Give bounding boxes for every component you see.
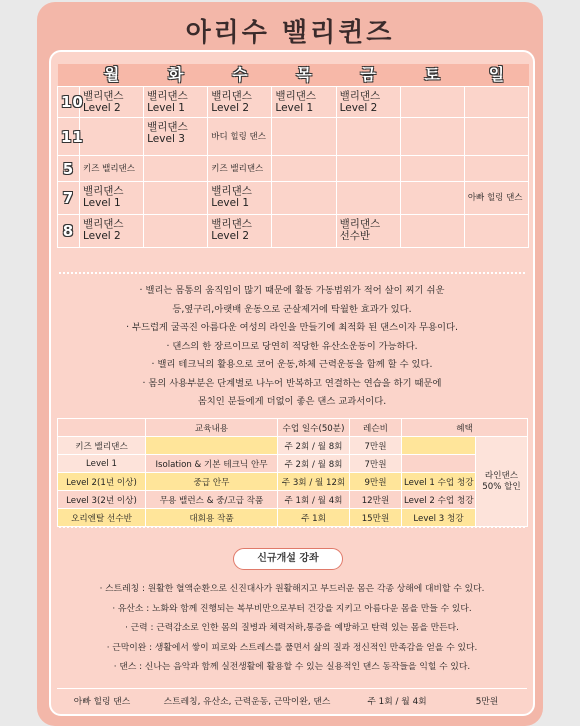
description-line: 등,옆구리,아랫배 운동으로 군살제거에 탁월한 효과가 있다.	[172, 303, 412, 315]
description-block	[59, 282, 525, 412]
class-level: Level 1	[275, 102, 314, 114]
new-course-line: · 유산소 : 노화와 함께 진행되는 복부비만으로부터 건강을 지키고 아름다운 몸을 만들 수 있다.	[112, 603, 472, 614]
class-name: 밸리댄스	[211, 218, 252, 230]
class-name: 밸리댄스	[83, 185, 124, 197]
course-name: Level 1	[58, 455, 146, 473]
course-benefit	[402, 455, 476, 473]
class-level: Level 3	[147, 133, 185, 145]
schedule-cell	[336, 118, 400, 156]
schedule-cell	[336, 215, 400, 248]
new-course-line: · 근막이완 : 생활에서 쌓이 피로와 스트레스를 풀면서 삶의 질과 정신적인 만족감을 얻을 수 있다.	[106, 642, 478, 653]
schedule-cell	[80, 215, 144, 248]
schedule-cell	[400, 118, 464, 156]
new-course-line: · 스트레칭 : 원활한 혈액순환으로 신진대사가 원활해지고 부드러운 몸은 각종 상해에 대비할 수 있다.	[99, 584, 485, 594]
schedule-cell	[80, 87, 144, 118]
schedule-cell	[272, 182, 336, 215]
day-fri: 금	[336, 64, 400, 87]
day-thu: 목	[272, 64, 336, 87]
price-row	[58, 455, 528, 473]
schedule-cell	[464, 118, 528, 156]
day-mon: 월	[80, 64, 144, 87]
class-name: 밸리댄스	[147, 90, 188, 102]
new-course-badge: 신규개설 강좌	[233, 548, 343, 570]
course-content	[146, 437, 278, 455]
course-days: 주 2회 / 월 8회	[278, 437, 350, 455]
course-content: Isolation & 기본 테크닉 안무	[146, 455, 278, 473]
day-sat: 토	[400, 64, 464, 87]
day-sun: 일	[464, 64, 528, 87]
class-name: 밸리댄스	[83, 90, 124, 102]
schedule-table	[57, 64, 529, 248]
description-line: 몸치인 분들에게 더없이 좋은 댄스 교과서이다.	[197, 396, 387, 407]
header-cell: 교육내용	[146, 419, 278, 437]
description-line: · 밸리 테크닉의 활용으로 코어 운동,하체 근력운동을 함께 할 수 있다.	[151, 359, 433, 370]
course-content: 대회용 작품	[146, 509, 278, 527]
price-row	[58, 509, 528, 527]
dotted-divider	[59, 272, 525, 274]
new-course-line: · 근력 : 근력감소로 인한 몸의 질병과 체력저하,통증을 예방하고 탄력 있는 몸을 만든다.	[125, 623, 459, 634]
course-name: Level 2(1년 이상)	[58, 473, 146, 491]
schedule-cell	[144, 118, 208, 156]
class-level: Level 1	[147, 102, 185, 114]
course-benefit: Level 3 청강	[402, 509, 476, 527]
class-level: Level 1	[211, 197, 250, 209]
day-tue: 화	[144, 64, 208, 87]
schedule-cell	[464, 87, 528, 118]
schedule-row-11	[58, 118, 529, 156]
schedule-cell	[400, 87, 464, 118]
class-level: Level 2	[211, 230, 250, 242]
course-benefit: Level 1 수업 청강	[402, 473, 476, 491]
header-cell: 혜택	[402, 419, 528, 437]
schedule-cell	[464, 182, 528, 215]
hour-label: 7	[58, 182, 80, 215]
corner-cell	[58, 64, 80, 87]
class-name: 밸리댄스	[147, 121, 188, 133]
price-header-row	[58, 419, 528, 437]
course-benefit	[402, 437, 476, 455]
page-title: 아리수 밸리퀸즈	[185, 18, 395, 48]
content-card	[49, 50, 535, 716]
course-name: 키즈 밸리댄스	[58, 437, 146, 455]
schedule-row-8	[58, 215, 529, 248]
hour-label: 5	[58, 156, 80, 182]
price-row	[58, 473, 528, 491]
course-benefit: Level 2 수업 청강	[402, 491, 476, 509]
schedule-cell	[80, 182, 144, 215]
schedule-row-7	[58, 182, 529, 215]
hour-label: 11	[58, 118, 80, 156]
class-level: Level 2	[211, 102, 250, 114]
schedule-row-10	[58, 87, 529, 118]
course-days: 주 3회 / 월 12회	[278, 473, 350, 491]
class-name: 밸리댄스	[83, 218, 124, 230]
course-days: 주 1회	[278, 509, 350, 527]
schedule-cell	[144, 182, 208, 215]
class-level: Level 2	[339, 102, 378, 114]
class-name: 키즈 밸리댄스	[211, 163, 264, 174]
new-course-list	[59, 580, 525, 678]
class-level: Level 2	[83, 230, 121, 242]
schedule-cell	[464, 215, 528, 248]
price-table	[57, 418, 528, 527]
dotted-divider	[59, 526, 525, 528]
course-name: Level 3(2년 이상)	[58, 491, 146, 509]
schedule-cell	[464, 156, 528, 182]
schedule-cell	[336, 182, 400, 215]
class-name: 밸리댄스	[211, 90, 252, 102]
schedule-cell	[208, 156, 272, 182]
class-name: 아빠 힐링 댄스	[467, 193, 523, 203]
course-days: 주 2회 / 월 8회	[278, 455, 350, 473]
header-cell: 수업 일수(50분)	[278, 419, 350, 437]
schedule-cell	[336, 87, 400, 118]
flyer	[37, 2, 543, 726]
hour-label: 8	[58, 215, 80, 248]
schedule-cell	[208, 87, 272, 118]
schedule-cell	[208, 215, 272, 248]
class-name: 밸리댄스	[275, 90, 316, 102]
course-content: 무용 밸런스 & 중/고급 작품	[146, 491, 278, 509]
class-name: 밸리댄스	[339, 218, 381, 230]
schedule-cell	[80, 156, 144, 182]
price-row	[58, 491, 528, 509]
schedule-row-5	[58, 156, 529, 182]
schedule-cell	[400, 215, 464, 248]
description-line: · 몸의 사용부분은 단계별로 나누어 반복하고 연결하는 연습을 하기 때문에	[142, 377, 442, 389]
day-wed: 수	[208, 64, 272, 87]
description-line: · 댄스의 한 장르이므로 당연히 적당한 유산소운동이 가능하다.	[166, 340, 418, 352]
footer-course-name: 아빠 힐링 댄스	[73, 696, 131, 707]
price-row	[58, 437, 528, 455]
footer-course-days: 주 1회 / 월 4회	[367, 696, 427, 707]
class-name: 밸리댄스	[339, 90, 381, 102]
course-fee: 7만원	[350, 455, 402, 473]
description-line: · 밸리는 몸통의 움직임이 많기 때문에 활동 가동범위가 적어 살이 찌기 쉬운	[139, 285, 445, 296]
footer-row	[57, 688, 527, 711]
schedule-day-header	[58, 64, 529, 87]
header-cell	[58, 419, 146, 437]
schedule-cell	[272, 215, 336, 248]
course-fee: 15만원	[350, 509, 402, 527]
discount-note: 라인댄스 50% 할인	[476, 437, 528, 527]
schedule-cell	[144, 156, 208, 182]
schedule-cell	[400, 156, 464, 182]
schedule-cell	[400, 182, 464, 215]
class-name: 키즈 밸리댄스	[83, 163, 135, 174]
schedule-cell	[272, 156, 336, 182]
footer-course-content: 스트레칭, 유산소, 근력운동, 근막이완, 댄스	[163, 696, 331, 707]
schedule-cell	[272, 87, 336, 118]
footer-course-fee: 5만원	[475, 696, 499, 707]
description-line: · 부드럽게 굴곡진 아름다운 여성의 라인을 만들기에 최적화 된 댄스이자 무용이다.	[126, 322, 458, 333]
hour-label: 10	[58, 87, 80, 118]
schedule-cell	[272, 118, 336, 156]
schedule-cell	[208, 118, 272, 156]
header-cell: 레슨비	[350, 419, 402, 437]
course-fee: 7만원	[350, 437, 402, 455]
course-fee: 12만원	[350, 491, 402, 509]
schedule-cell	[80, 118, 144, 156]
schedule-cell	[144, 215, 208, 248]
class-level: Level 1	[83, 197, 121, 209]
class-level: Level 2	[83, 102, 121, 114]
class-name: 밸리댄스	[211, 185, 252, 197]
schedule-cell	[144, 87, 208, 118]
schedule-cell	[208, 182, 272, 215]
course-content: 중급 안무	[146, 473, 278, 491]
course-fee: 9만원	[350, 473, 402, 491]
course-name: 오리엔탈 선수반	[58, 509, 146, 527]
class-level: 선수반	[339, 230, 370, 242]
class-name: 바디 힐링 댄스	[211, 131, 266, 142]
new-course-line: · 댄스 : 신나는 음악과 함께 실전생활에 활용할 수 있는 실용적인 댄스 동작들을 익힐 수 있다.	[113, 662, 471, 673]
schedule-cell	[336, 156, 400, 182]
course-days: 주 1회 / 월 4회	[278, 491, 350, 509]
